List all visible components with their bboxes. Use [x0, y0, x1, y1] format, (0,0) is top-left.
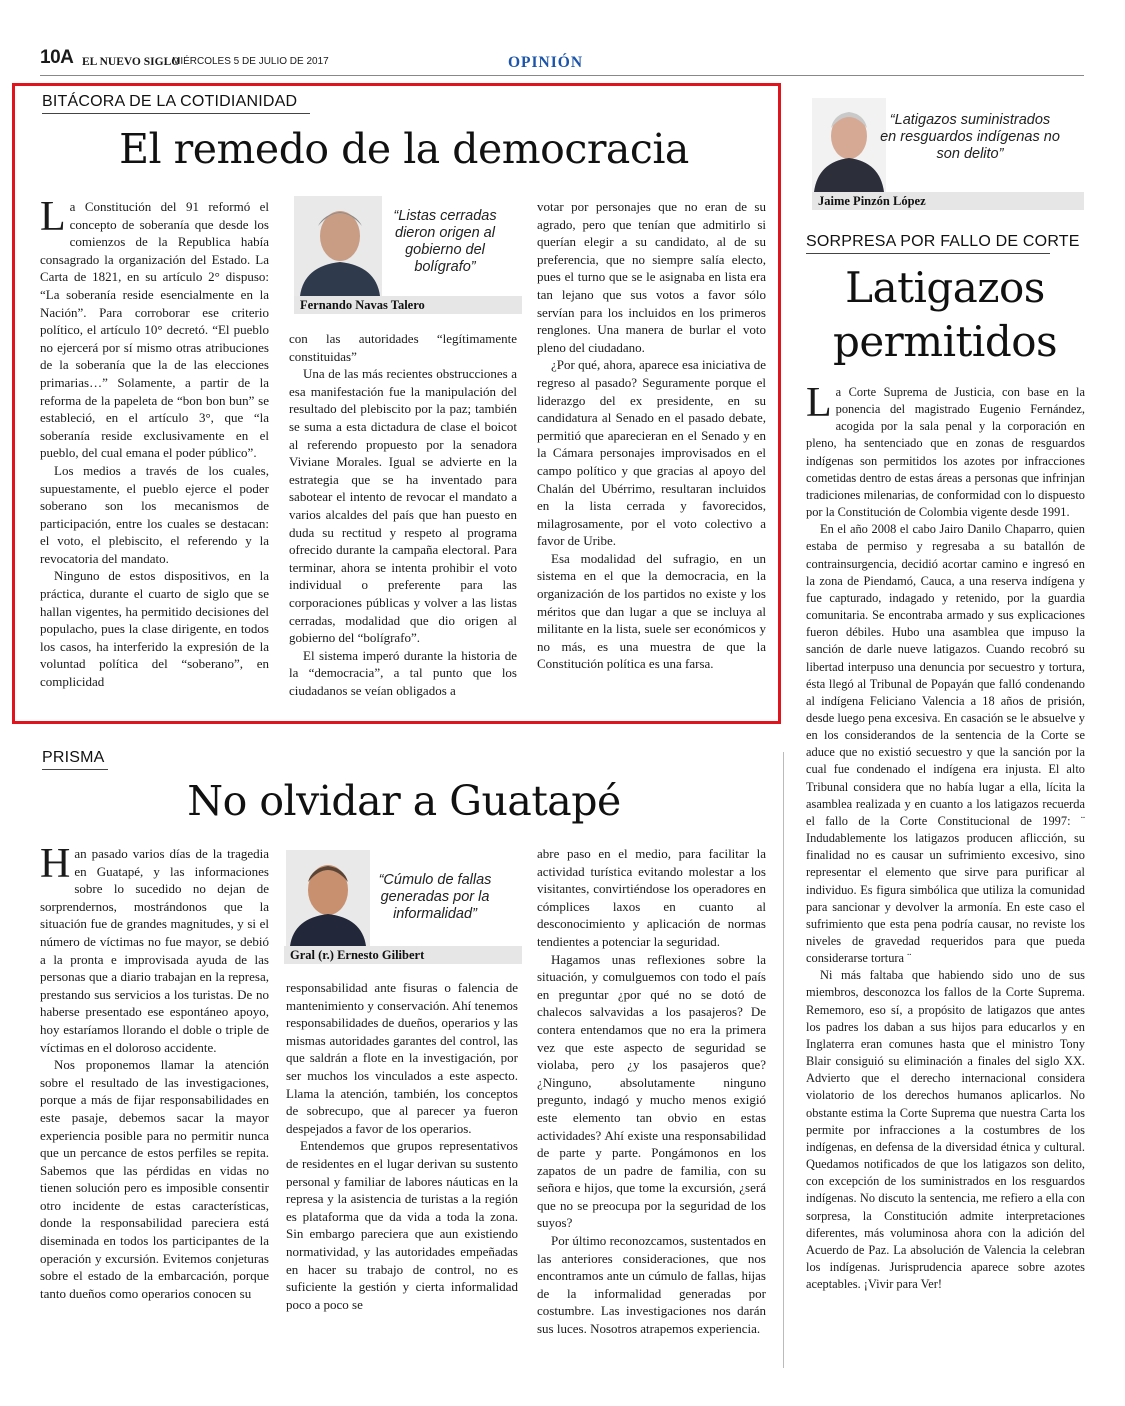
- article3-column: [806, 384, 1085, 1384]
- article3-byline-band: [812, 192, 1084, 210]
- author-photo-gilibert: [286, 850, 370, 946]
- article3-paragraph: La Corte Suprema de Justicia, con base en la ponencia del magistrado Eugenio Fernández, acogida por la sala penal y la corporación en pleno, ha sentenciado que en zonas de resguardos indígenas son permitidos los azotes por infracciones cometidas dentro de estas áreas a personas que infrinjan tradiciones milenarias, de conformidad con lo dispuesto por la Constitución de Colombia vigente desde 1991.: [806, 384, 1085, 520]
- article1-column-3: [537, 198, 766, 710]
- article2-paragraph: Han pasado varios días de la tragedia en Guatapé, y las informaciones sobre lo sucedido no dejan de sorprendernos, mostrándonos que la situación fue de grandes magnitudes, y si el número de víctimas no fue mayor, se debió a la pronta e improvisada ayuda de las personas que a diario trabajan en la represa, prestando sus servicios a los turistas. De no haberse presentado ese espontáneo apoyo, hoy estaríamos llorando el doble o triple de víctimas en el doloroso accidente.: [40, 845, 269, 1055]
- article1-paragraph: Ninguno de estos dispositivos, en la práctica, durante el cuarto de siglo que se hallan vigentes, ha permitido decisiones del populacho, pues la clase dirigente, en todos los casos, ha interferido la expresión de la voluntad política del “soberano”, en complicidad: [40, 568, 269, 690]
- article1-paragraph: El sistema imperó durante la historia de la “democracia”, a tal punto que los ciudadanos se veían obligados a: [289, 647, 517, 698]
- drop-cap: L: [40, 198, 66, 240]
- article2-column-2: [286, 979, 518, 1365]
- header-rule: [40, 75, 1084, 76]
- section-title: OPINIÓN: [508, 54, 584, 71]
- article3-author: Jaime Pinzón López: [818, 194, 926, 208]
- author-photo-pinzon: [812, 98, 886, 192]
- newspaper-name: EL NUEVO SIGLO: [82, 56, 181, 68]
- article1-pull-quote: “Listas cerradas dieron origen al gobierno del bolígrafo”: [393, 208, 497, 275]
- article1-kicker: BITÁCORA DE LA COTIDIANIDAD: [42, 93, 298, 110]
- portrait-icon: [286, 850, 370, 946]
- article3-headline-line-2: permitidos: [832, 317, 1058, 366]
- article3-kicker-rule: [806, 253, 1050, 254]
- drop-cap: L: [806, 384, 832, 426]
- article1-paragraph: votar por personajes que no eran de su agrado, pero que tenían que admitirlo si querían elegir a su candidato, al de su preferencia, que no siempre salía electo, pues el turno que se le asignaba en lista era tan lejano que sus votos a favor sólo servían para los incluidos en los primeros renglones. Una manera de burlar el voto pleno del ciudadano.: [537, 199, 766, 355]
- article3-paragraph: Ni más faltaba que habiendo sido uno de sus miembros, desconozca los fallos de la Corte Suprema. Rememoro, eso sí, a propósito de latigazos que antes los padres los daban a sus hijos para educarlos y en Inglaterra eran comunes hasta que el ministro Tony Blair consiguió su eliminación a finales del siglo XX. Advierto que el derecho internacional considera violatorio de los derechos humanos aplicarlos. No obstante estima la Corte Suprema que nuestra Carta los permite por infracciones a la costumbres de los indígenas, en defensa de la diversidad étnica y cultural. Quedamos notificados de que los latigazos son delito, con excepción de los suministrados en los resguardos indígenas. No discuto la sentencia, me refiero a ella con sorpresa, la Constitución admite interpretaciones diferentes, más voluminosa ahora con la adición del Acuerdo de Paz. La absolución de Valencia la celebran los indígenas. Jurisprudencia aparece sobre azotes aceptables. ¡Vivir para Ver!: [806, 968, 1085, 1292]
- page-number: 10A: [40, 47, 74, 68]
- article1-author: Fernando Navas Talero: [300, 298, 425, 312]
- article2-paragraph: Entendemos que grupos representativos de residentes en el lugar derivan su sustento personal y familiar de labores náuticas en la represa y la asistencia de turistas a la región es plataforma que da vida a toda la zona. Sin embargo pareciera que aun existiendo normatividad, y las autoridades empeñadas en hacer su trabajo de control, no es suficiente la gestión y cierta informalidad poco a poco se: [286, 1138, 518, 1312]
- article3-pull-quote: “Latigazos suministrados en resguardos indígenas no son delito”: [880, 112, 1060, 162]
- issue-date: MIÉRCOLES 5 DE JULIO DE 2017: [172, 56, 329, 67]
- portrait-icon: [812, 98, 886, 192]
- article1-paragraph: Una de las más recientes obstrucciones a esa manifestación fue la manipulación del resultado del plebiscito por la paz; también se suma a esta dictadura de clase el boicot al referendo propuesto por la senadora Viviane Morales. Igual se advierte en la estrategia que se ha inventado para sabotear el intento de revocar el mandato a varios alcaldes del país que han puesto en duda su rectitud y respeto al programa ofrecido durante la campaña electoral. Para terminar, ahora se intenta prohibir el voto individual o preferente para las corporaciones públicas y volver a las listas cerradas, modalidad que dio origen al gobierno del “bolígrafo”.: [289, 366, 517, 646]
- article3-headline-line-1: Latigazos: [845, 263, 1045, 312]
- article2-column-1: [40, 845, 269, 1365]
- article2-paragraph: Nos proponemos llamar la atención sobre el resultado de las investigaciones, porque a más de fijar responsabilidades en este pasaje, debemos sacar la mayor experiencia posible para no permitir nunca que un percance de estos perfiles se repita. Sabemos que las pérdidas en vidas no tienen solución pero es imposible consentir otro incidente de estas características, donde la responsabilidad pareciera está diseminada en todos los participantes de la operación y excursión. Evitemos conjeturas sobre el estado de la embarcación, porque tanto dueños como operarios conocen su: [40, 1057, 269, 1301]
- article2-paragraph: Hagamos unas reflexiones sobre la situación, y comulguemos con todo el país en preguntar ¿por qué no se dotó de chalecos salvavidas a los pasajeros? De contera entendamos que no era la primera vez que este aspecto de seguridad se violaba, pero ¿y los pasajeros que? ¿Ninguno, absolutamente ninguno pregunto, indagó y mucho menos exigió este elemento tan obvio en estas actividades? Ahí existe una responsabilidad de parte y parte. Pongámonos en los zapatos de un padre de familia, con su señora e hijos, que tome la excursión, ¿será que no se preocupa por la seguridad de los suyos?: [537, 951, 766, 1231]
- article2-pull-quote: “Cúmulo de fallas generadas por la informalidad”: [378, 872, 492, 922]
- article1-paragraph: Esa modalidad del sufragio, en un sistema en el que la democracia, en la organización de los partidos no existe y los méritos que dan lugar a que se incluya al militante en la lista, suele ser económicos y no más, es una muestra de que la Constitución política es una farsa.: [537, 550, 766, 672]
- article1-column-2: [289, 330, 517, 710]
- article2-column-3: [537, 845, 766, 1365]
- column-divider: [783, 752, 784, 1368]
- article2-paragraph: Por último reconozcamos, sustentados en las anteriores consideraciones, que nos encontramos ante un cúmulo de fallas, hijas de la informalidad generadas por costumbre. Las investigaciones nos darán sus luces. Nosotros atrapemos experiencia.: [537, 1233, 766, 1337]
- article2-kicker-rule: [42, 769, 108, 770]
- article1-byline-band: [294, 296, 522, 314]
- article1-paragraph: La Constitución del 91 reformó el concepto de soberanía que desde los comienzos de la Republica había consagrado la organización del Estado. La Carta de 1821, en su artículo 2° dispuso: “La soberanía reside esencialmente en la Nación”. Para corroborar ese criterio político, el artículo 10° decretó. “El pueblo no ejercerá por sí mismo otras atribuciones de la soberanía que la de las elecciones primarias…” Solamente, a partir de la reforma de la papeleta de “bon bon bun” se estableció, en el artículo 3°, que “la soberanía reside exclusivamente en el pueblo, del cual emana el poder público”.: [40, 198, 269, 461]
- article2-headline: No olvidar a Guatapé: [187, 777, 621, 825]
- portrait-icon: [294, 196, 382, 296]
- author-photo-navas: [294, 196, 382, 296]
- article3-kicker: SORPRESA POR FALLO DE CORTE: [806, 233, 1080, 250]
- article2-kicker: PRISMA: [42, 749, 105, 766]
- article2-paragraph: abre paso en el medio, para facilitar la actividad turística evitando molestar a los visitantes, convirtiéndose los operadores en cómplices laxos en cuanto al desconocimiento y aplicación de normas tendientes a potenciar la seguridad.: [537, 846, 766, 949]
- article2-byline-band: [284, 946, 522, 964]
- article1-paragraph: ¿Por qué, ahora, aparece esa iniciativa de regreso al pasado? Seguramente porque el liderazgo del ex presidente, en su candidatura al Senado en el pasado debate, permitió que aparecieran en el Senado y en la Cámara personajes improvisados en el campo político y que gracias al apoyo del Chalán del Ubérrimo, resultaran incluidos en la lista cerrada y favorecidos, milagrosamente, por el voto colectivo a favor de Uribe.: [537, 357, 766, 549]
- article3-paragraph: En el año 2008 el cabo Jairo Danilo Chaparro, quien estaba de permiso y regresaba a su batallón de contrainsurgencia, decidió acortar camino e ingresó en la zona de Piendamó, Cauca, a una reserva indígena y fue capturado, indagado y retenido, por la guardia comunitaria. Se encontraba armado y sus explicaciones fueron débiles. Hubo una asamblea que impuso la sanción de darle nueve latigazos. Cuando recobró su libertad interpuso una denuncia por secuestro y tortura, ésta llegó al Tribunal de Popayán que falló condenando al indígena Feliciano Valencia a 18 años de prisión, desde luego pena excesiva. En casación se le absuelve y en los considerandos de la sentencia de la Corte se aduce que no existió secuestro y que la sanción por la cual fue condenado el indígena era injusta. El alto Tribunal considera que no había lugar a ella, lícita la asamblea realizada y en cuanto a los latigazos recuerda el fallo de la Corte Constitucional de 1997: ¨ Indudablemente los latigazos producen aflicción, su finalidad no es causar un sufrimiento excesivo, sino representar el elemento que sirve para purificar al individuo. Es figura simbólica que utiliza la comunidad para sancionar y devolver la armonía. En este caso el sufrimiento que esta pena podría causar, no reviste los niveles de gravedad requeridos para que pueda considerarse tortura ¨: [806, 522, 1085, 966]
- article1-paragraph: con las autoridades “legítimamente constituidas”: [289, 331, 517, 364]
- article1-headline: El remedo de la democracia: [119, 125, 689, 173]
- drop-cap: H: [40, 845, 71, 887]
- article2-author: Gral (r.) Ernesto Gilibert: [290, 948, 425, 962]
- article1-paragraph: Los medios a través de los cuales, supuestamente, el pueblo ejerce el poder soberano son los mecanismos de participación, entre los cuales se destacan: el voto, el plebiscito, el referendo y la revocatoria del mandato.: [40, 462, 269, 566]
- article1-column-1: [40, 198, 269, 708]
- article2-paragraph: responsabilidad ante fisuras o falencia de mantenimiento y conservación. Ahí tenemos responsabilidades de dueños, operarios y las mismas autoridades garantes del control, las que saldrán a flote en la investigación, por ser muchos los vinculados a este aspecto. Llama la atención, también, los conceptos de sobrecupo, que al parecer ya fueron despejados a favor de los operarios.: [286, 980, 518, 1136]
- article1-kicker-rule: [42, 113, 310, 114]
